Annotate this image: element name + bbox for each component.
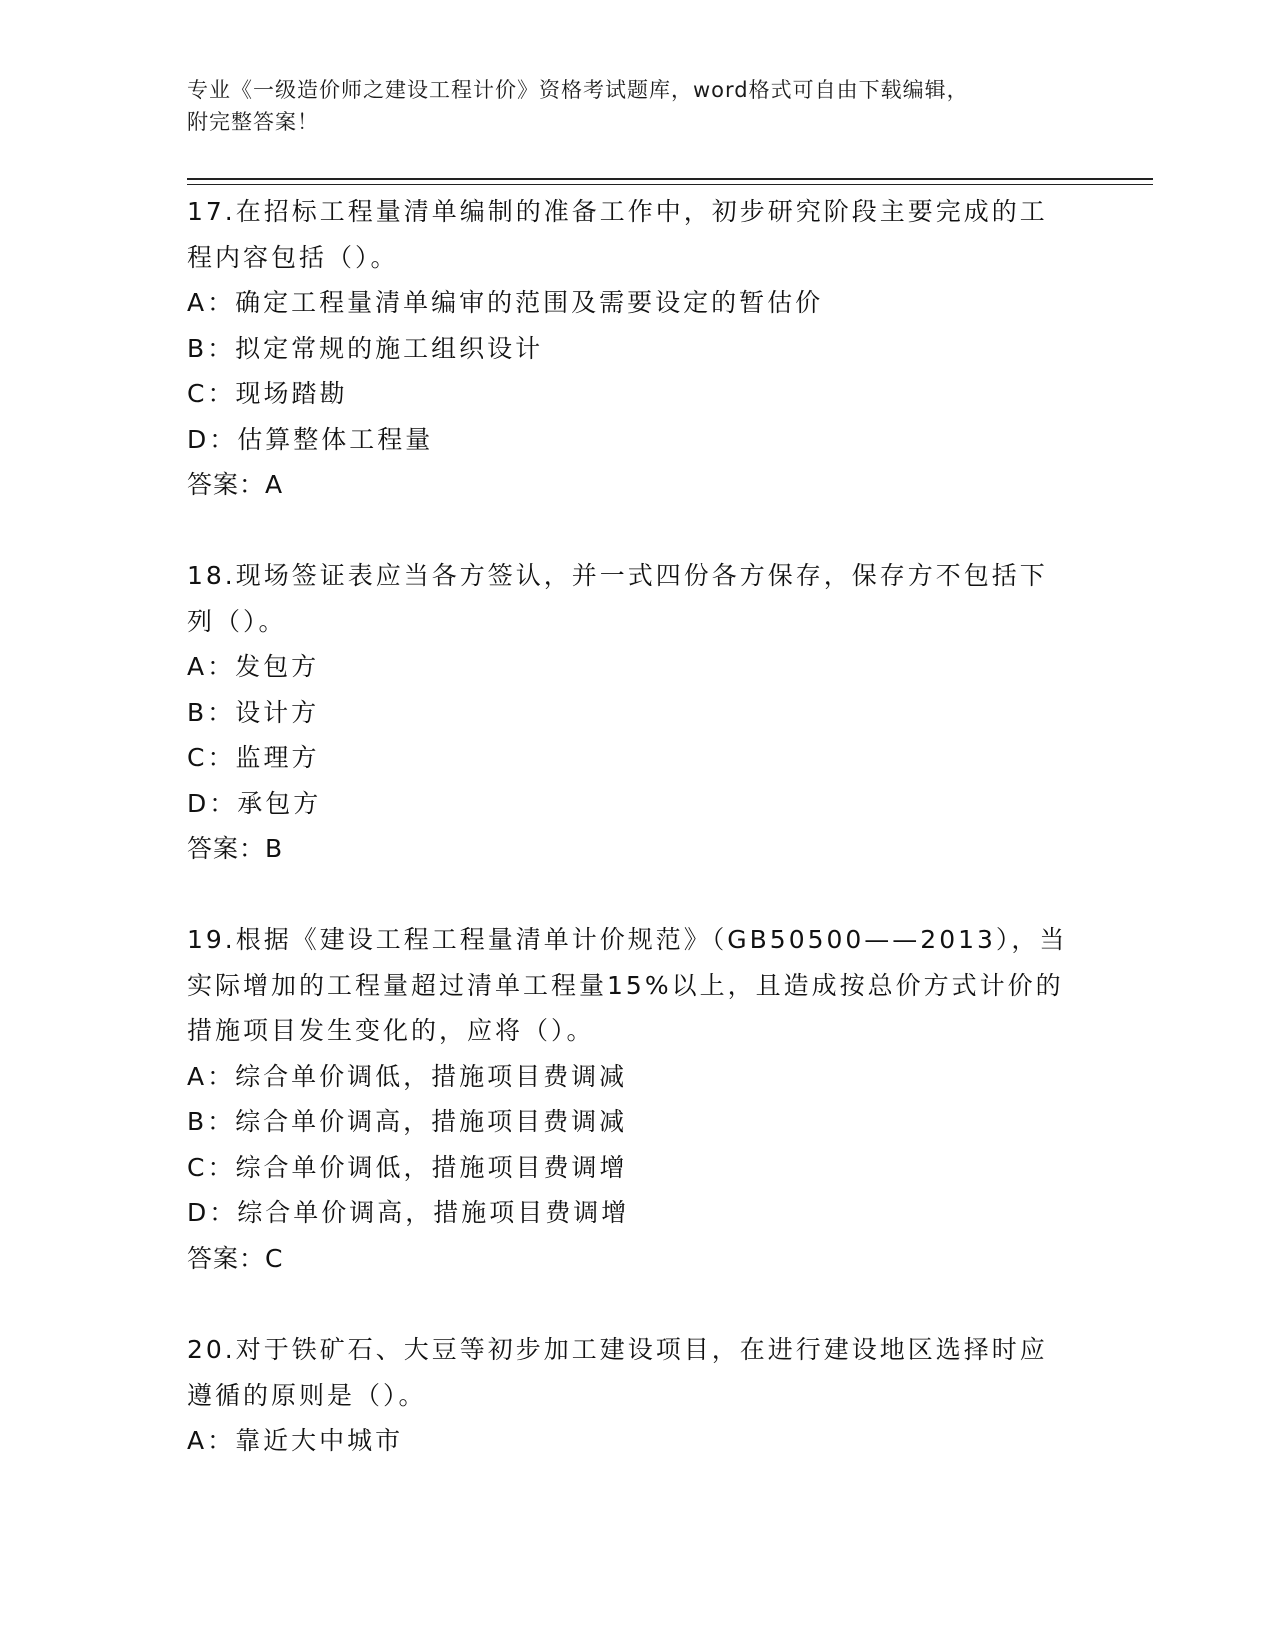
option-a: A：综合单价调低，措施项目费调减 — [187, 1061, 628, 1091]
option-b: B：拟定常规的施工组织设计 — [187, 333, 544, 363]
question-stem-line: 列（）。 — [187, 606, 287, 636]
question-18 — [187, 553, 1087, 872]
option-d: D：估算整体工程量 — [187, 424, 434, 454]
question-stem-line: 19.根据《建设工程工程量清单计价规范》（GB50500——2013），当 — [187, 925, 1068, 954]
question-stem-line: 20.对于铁矿石、大豆等初步加工建设项目，在进行建设地区选择时应 — [187, 1335, 1048, 1364]
option-d: D：综合单价调高，措施项目费调增 — [187, 1198, 630, 1227]
answer: 答案：B — [187, 834, 284, 863]
question-17 — [187, 189, 1087, 508]
option-a: A：确定工程量清单编审的范围及需要设定的暂估价 — [187, 288, 824, 317]
answer: 答案：C — [187, 1243, 284, 1273]
question-19 — [187, 917, 1087, 1281]
answer: 答案：A — [187, 470, 284, 499]
header-line-2: 附完整答案！ — [187, 110, 319, 134]
question-20 — [187, 1327, 1087, 1464]
option-a: A：发包方 — [187, 652, 320, 681]
question-stem-line: 18.现场签证表应当各方签认，并一式四份各方保存，保存方不包括下 — [187, 561, 1048, 590]
question-stem-line: 遵循的原则是（）。 — [187, 1380, 427, 1410]
question-stem-line: 程内容包括（）。 — [187, 242, 399, 272]
option-b: B：设计方 — [187, 697, 320, 727]
option-b: B：综合单价调高，措施项目费调减 — [187, 1107, 628, 1136]
question-stem-line: 17.在招标工程量清单编制的准备工作中，初步研究阶段主要完成的工 — [187, 197, 1048, 226]
document-header — [187, 74, 1067, 138]
option-c: C：监理方 — [187, 743, 320, 772]
header-divider-thin — [187, 184, 1153, 185]
question-stem-line: 实际增加的工程量超过清单工程量15%以上，且造成按总价方式计价的 — [187, 970, 1064, 1000]
header-divider-thick — [187, 178, 1153, 180]
option-c: C：综合单价调低，措施项目费调增 — [187, 1152, 628, 1182]
option-a: A：靠近大中城市 — [187, 1426, 404, 1455]
header-line-1: 专业《一级造价师之建设工程计价》资格考试题库，word格式可自由下载编辑， — [187, 78, 969, 102]
option-c: C：现场踏勘 — [187, 379, 348, 408]
option-d: D：承包方 — [187, 788, 322, 818]
question-stem-line: 措施项目发生变化的，应将（）。 — [187, 1016, 595, 1045]
